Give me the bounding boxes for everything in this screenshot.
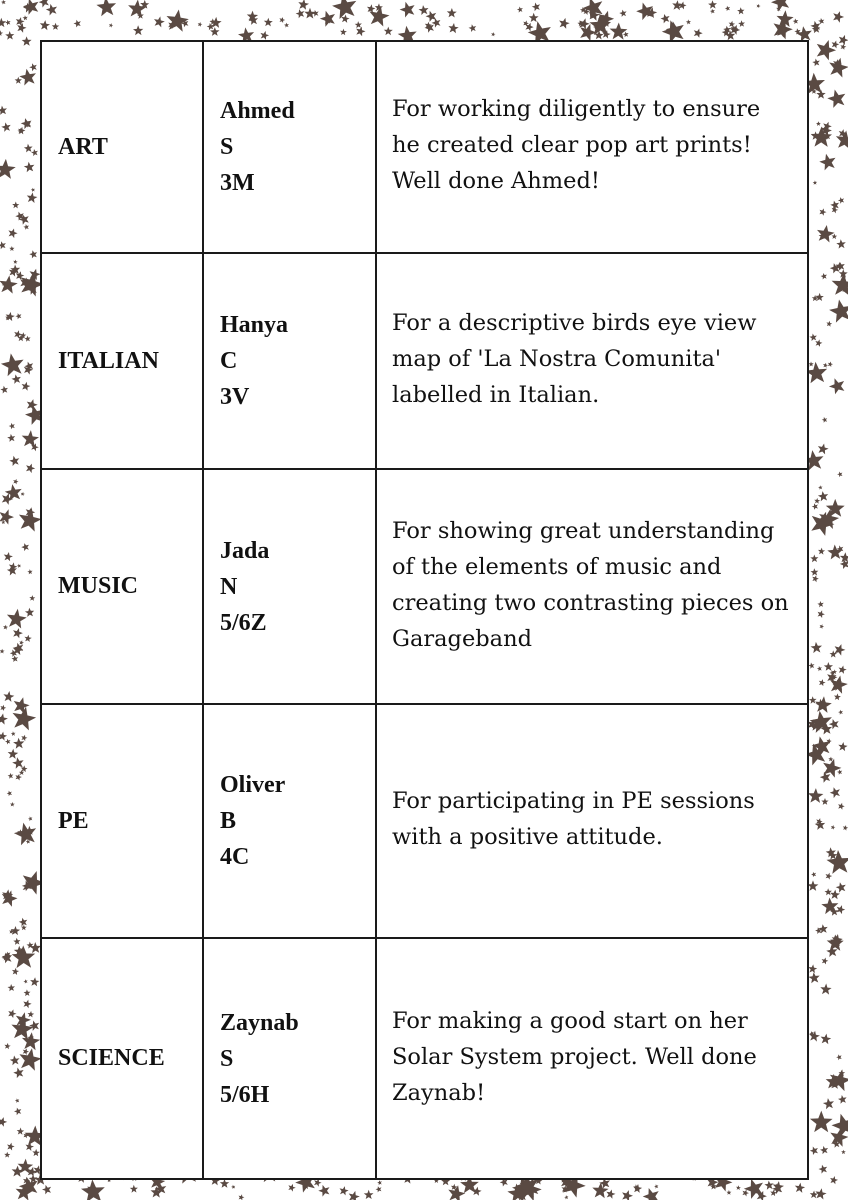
student-initial: S (220, 1045, 234, 1072)
star-icon (818, 18, 824, 24)
star-icon (31, 188, 35, 192)
star-icon (726, 1190, 731, 1195)
star-icon (0, 159, 16, 179)
star-icon (447, 8, 457, 18)
star-icon (757, 4, 761, 8)
star-icon (708, 0, 717, 9)
star-icon (686, 19, 691, 24)
star-icon (623, 32, 629, 38)
student-class: 5/6Z (220, 609, 267, 636)
star-icon (24, 989, 31, 996)
star-icon (824, 662, 833, 671)
star-icon (24, 144, 33, 153)
star-icon (839, 666, 847, 674)
star-icon (808, 880, 819, 891)
reason-cell: For making a good start on her Solar System project. Well done Zaynab! (376, 938, 808, 1179)
star-icon (24, 162, 35, 173)
star-icon (821, 273, 827, 280)
star-icon (821, 798, 828, 805)
star-icon (643, 1188, 659, 1200)
star-icon (814, 498, 820, 504)
star-icon (0, 241, 6, 249)
star-icon (21, 543, 29, 551)
star-icon (32, 1149, 40, 1156)
star-icon (0, 386, 8, 394)
student-name: Hanya (220, 312, 289, 338)
star-icon (810, 555, 818, 563)
star-icon (829, 300, 848, 323)
reason-cell: For participating in PE sessions with a positive attitude. (376, 704, 808, 938)
star-icon (130, 1185, 138, 1193)
star-icon (809, 1031, 820, 1042)
star-icon (24, 336, 30, 342)
star-icon (74, 20, 81, 28)
star-icon (400, 2, 415, 18)
star-icon (606, 1190, 615, 1199)
star-icon (231, 1185, 235, 1189)
star-icon (8, 773, 14, 779)
reason-cell: For working diligently to ensure he created clear pop art prints! Well done Ahmed! (376, 41, 808, 253)
subject-cell: ITALIAN (41, 253, 203, 469)
star-icon (529, 13, 539, 22)
star-icon (349, 1191, 360, 1200)
star-icon (0, 275, 18, 293)
star-icon (818, 444, 829, 455)
student-cell (203, 938, 376, 1179)
star-icon (820, 772, 831, 783)
student-name: Oliver (220, 772, 286, 798)
star-icon (13, 628, 23, 638)
star-icon (14, 823, 36, 846)
star-icon (837, 769, 842, 774)
star-icon (0, 713, 8, 724)
star-icon (694, 29, 703, 38)
star-icon (812, 59, 820, 67)
star-icon (4, 552, 13, 561)
star-icon (828, 362, 833, 368)
star-icon (737, 7, 744, 14)
star-icon (12, 945, 36, 968)
star-icon (355, 21, 362, 28)
star-icon (28, 1011, 35, 1018)
star-icon (836, 882, 846, 892)
star-icon (133, 25, 143, 35)
star-icon (19, 640, 24, 645)
star-icon (559, 18, 570, 29)
student-class: 3M (220, 170, 255, 196)
student-cell (203, 253, 376, 469)
star-icon (633, 1184, 642, 1193)
star-icon (817, 601, 823, 607)
star-icon (532, 3, 540, 12)
star-icon (619, 10, 626, 17)
star-icon (820, 1146, 828, 1154)
star-icon (364, 1190, 374, 1199)
star-icon (818, 548, 825, 555)
star-icon (809, 696, 817, 703)
student-cell (203, 41, 376, 253)
star-icon (6, 312, 15, 321)
star-icon (835, 644, 846, 656)
star-icon (7, 609, 27, 629)
star-icon (837, 905, 846, 914)
award-row-science (41, 938, 808, 1179)
star-icon (815, 293, 823, 301)
star-icon (23, 15, 28, 20)
star-icon (825, 888, 832, 895)
star-icon (167, 10, 189, 32)
award-row-italian (41, 253, 808, 469)
star-icon (836, 239, 846, 248)
star-icon (0, 18, 6, 27)
star-icon (820, 984, 831, 995)
student-name: Zaynab (220, 1009, 299, 1036)
star-icon (0, 649, 5, 654)
star-icon (12, 757, 23, 769)
star-icon (31, 149, 38, 156)
star-icon (811, 872, 816, 877)
subject-cell: MUSIC (41, 469, 203, 704)
star-icon (832, 234, 838, 240)
star-icon (377, 1180, 382, 1185)
star-icon (15, 1098, 19, 1103)
star-icon (830, 1176, 838, 1184)
star-icon (793, 19, 799, 25)
star-icon (26, 464, 35, 474)
star-icon (17, 564, 21, 568)
star-icon (818, 610, 825, 618)
star-icon (830, 787, 840, 798)
star-icon (823, 1098, 834, 1109)
star-icon (2, 953, 13, 964)
star-icon (17, 1128, 25, 1135)
star-icon (27, 192, 38, 203)
star-icon (564, 1195, 568, 1199)
star-icon (448, 1185, 465, 1200)
star-icon (725, 6, 730, 11)
star-icon (808, 972, 819, 983)
star-icon (8, 749, 19, 759)
star-icon (10, 1056, 20, 1066)
star-icon (298, 0, 309, 10)
star-icon (829, 378, 845, 394)
star-icon (826, 321, 832, 327)
star-icon (811, 642, 823, 653)
star-icon (19, 1048, 41, 1071)
award-row-art (41, 41, 808, 253)
star-icon (21, 735, 27, 741)
star-icon (622, 1190, 633, 1200)
star-icon (610, 23, 628, 40)
star-icon (810, 1147, 818, 1156)
star-icon (843, 825, 848, 831)
star-icon (376, 1186, 382, 1192)
star-icon (332, 0, 356, 19)
star-icon (23, 979, 27, 983)
star-icon (17, 23, 26, 33)
star-icon (815, 339, 822, 346)
star-icon (818, 491, 828, 501)
star-icon (830, 263, 840, 273)
star-icon (39, 0, 49, 8)
star-icon (811, 568, 819, 576)
star-icon (448, 23, 458, 33)
student-class: 5/6H (220, 1081, 270, 1108)
star-icon (9, 456, 19, 466)
student-name: Ahmed (220, 98, 295, 124)
star-icon (27, 569, 32, 574)
star-icon (19, 770, 24, 775)
star-icon (109, 23, 113, 28)
star-icon (0, 705, 6, 711)
star-icon (819, 208, 826, 215)
star-icon (1, 353, 24, 376)
star-icon (816, 121, 821, 126)
star-icon (13, 260, 18, 265)
star-icon (29, 250, 37, 258)
star-icon (795, 1183, 805, 1193)
star-icon (4, 1043, 10, 1049)
star-icon (15, 313, 21, 319)
star-icon (812, 575, 819, 582)
star-icon (836, 1054, 842, 1060)
student-cell (203, 469, 376, 704)
star-icon (29, 1021, 39, 1031)
star-icon (829, 58, 848, 78)
student-class: 3V (220, 384, 250, 410)
star-icon (838, 742, 847, 751)
star-icon (810, 1111, 833, 1133)
star-icon (823, 363, 828, 368)
star-icon (1, 0, 6, 5)
star-icon (819, 679, 826, 686)
star-icon (356, 27, 365, 37)
star-icon (0, 106, 7, 115)
subject-cell: PE (41, 704, 203, 938)
star-icon (340, 29, 347, 36)
star-icon (284, 23, 289, 28)
star-icon (16, 17, 25, 26)
star-icon (40, 20, 50, 30)
star-icon (12, 655, 19, 662)
star-icon (822, 958, 829, 965)
reason-cell: For showing great understanding of the elements of music and creating two contrasting pieces on Garageband (376, 469, 808, 704)
star-icon (580, 24, 596, 41)
star-icon (260, 31, 269, 40)
star-icon (818, 485, 823, 489)
star-icon (840, 44, 846, 50)
star-icon (81, 1179, 105, 1200)
star-icon (826, 873, 833, 880)
star-icon (809, 334, 817, 342)
star-icon (27, 399, 38, 410)
award-row-pe (41, 704, 808, 938)
star-icon (833, 11, 844, 23)
star-icon (24, 635, 31, 642)
star-icon (318, 1185, 329, 1197)
star-icon (816, 90, 825, 99)
star-icon (808, 788, 823, 803)
star-icon (340, 1186, 349, 1195)
star-icon (304, 8, 315, 19)
star-icon (15, 77, 22, 84)
star-icon (821, 1034, 832, 1045)
star-icon (22, 430, 39, 447)
star-icon (10, 802, 15, 807)
star-icon (11, 731, 16, 736)
star-icon (296, 9, 305, 18)
star-icon (22, 382, 31, 391)
star-icon (13, 938, 20, 945)
star-icon (23, 1000, 31, 1009)
star-icon (367, 4, 376, 13)
star-icon (837, 472, 842, 478)
star-icon (12, 968, 19, 975)
award-row-music (41, 469, 808, 704)
star-icon (13, 479, 18, 485)
star-icon (220, 1179, 229, 1188)
star-icon (742, 1190, 749, 1197)
star-icon (838, 710, 843, 715)
star-icon (819, 154, 835, 171)
star-icon (654, 1184, 658, 1189)
star-icon (8, 1009, 16, 1018)
subject-cell: ART (41, 41, 203, 253)
star-icon (19, 509, 42, 532)
star-icon (813, 180, 818, 184)
reason-cell: For a descriptive birds eye view map of 'La Nostra Comunita' labelled in Italian. (376, 253, 808, 469)
star-icon (5, 20, 11, 26)
star-icon (841, 1150, 846, 1154)
star-icon (817, 225, 835, 243)
star-icon (827, 90, 845, 108)
star-icon (838, 1095, 847, 1104)
star-icon (279, 17, 285, 23)
star-icon (22, 36, 32, 45)
star-icon (7, 434, 15, 442)
star-icon (426, 11, 437, 22)
star-icon (827, 935, 844, 951)
student-cell (203, 704, 376, 938)
star-icon (834, 693, 841, 700)
star-icon (764, 1181, 773, 1190)
awards-table (40, 40, 809, 1180)
star-icon (25, 608, 34, 617)
star-icon (827, 545, 842, 560)
star-icon (42, 1185, 51, 1195)
star-icon (3, 625, 8, 630)
star-icon (154, 16, 165, 27)
star-icon (0, 732, 7, 741)
student-initial: C (220, 348, 238, 374)
student-initial: N (220, 573, 238, 600)
star-icon (7, 791, 12, 797)
star-icon (29, 63, 37, 71)
star-icon (21, 492, 25, 496)
subject-cell: SCIENCE (41, 938, 203, 1179)
student-name: Jada (220, 537, 270, 564)
star-icon (23, 224, 29, 230)
star-icon (8, 229, 17, 239)
star-icon (13, 1068, 23, 1079)
student-class: 4C (220, 844, 250, 870)
star-icon (264, 18, 273, 27)
star-icon (831, 825, 836, 830)
star-icon (808, 964, 817, 973)
star-icon (808, 663, 814, 669)
star-icon (14, 697, 30, 713)
star-icon (27, 942, 34, 949)
star-icon (96, 0, 116, 16)
star-icon (822, 417, 828, 423)
star-icon (819, 1165, 828, 1174)
star-icon (384, 27, 393, 36)
star-icon (419, 5, 429, 15)
star-icon (15, 774, 22, 781)
star-icon (52, 23, 60, 30)
star-icon (23, 1048, 29, 1055)
star-icon (0, 1117, 7, 1127)
star-icon (3, 691, 14, 702)
star-icon (809, 362, 814, 367)
star-icon (12, 374, 21, 384)
star-icon (5, 31, 14, 40)
star-icon (5, 739, 11, 745)
star-icon (28, 816, 32, 821)
star-icon (198, 22, 203, 27)
star-icon (736, 1185, 741, 1190)
star-icon (7, 1143, 15, 1151)
star-icon (771, 0, 789, 12)
star-icon (817, 666, 822, 671)
star-icon (12, 202, 19, 209)
student-initial: B (220, 808, 237, 834)
star-icon (661, 14, 670, 23)
star-icon (4, 1152, 10, 1158)
star-icon (469, 24, 477, 32)
star-icon (517, 7, 523, 13)
star-icon (812, 503, 818, 510)
star-icon (29, 595, 35, 601)
star-icon (839, 35, 848, 45)
star-icon (9, 423, 15, 429)
star-icon (9, 246, 14, 251)
star-icon (738, 20, 745, 27)
star-icon (0, 30, 3, 36)
star-icon (491, 32, 495, 36)
star-icon (14, 1108, 21, 1116)
star-icon (820, 624, 825, 629)
star-icon (46, 4, 57, 16)
star-icon (19, 918, 28, 927)
star-icon (8, 984, 16, 991)
star-icon (770, 1190, 777, 1197)
star-icon (239, 1194, 245, 1200)
star-icon (19, 69, 36, 86)
student-initial: S (220, 134, 234, 160)
star-icon (838, 803, 845, 810)
star-icon (288, 1184, 295, 1192)
star-icon (832, 41, 840, 49)
star-icon (1, 122, 10, 131)
star-icon (30, 977, 39, 986)
star-icon (710, 9, 715, 14)
